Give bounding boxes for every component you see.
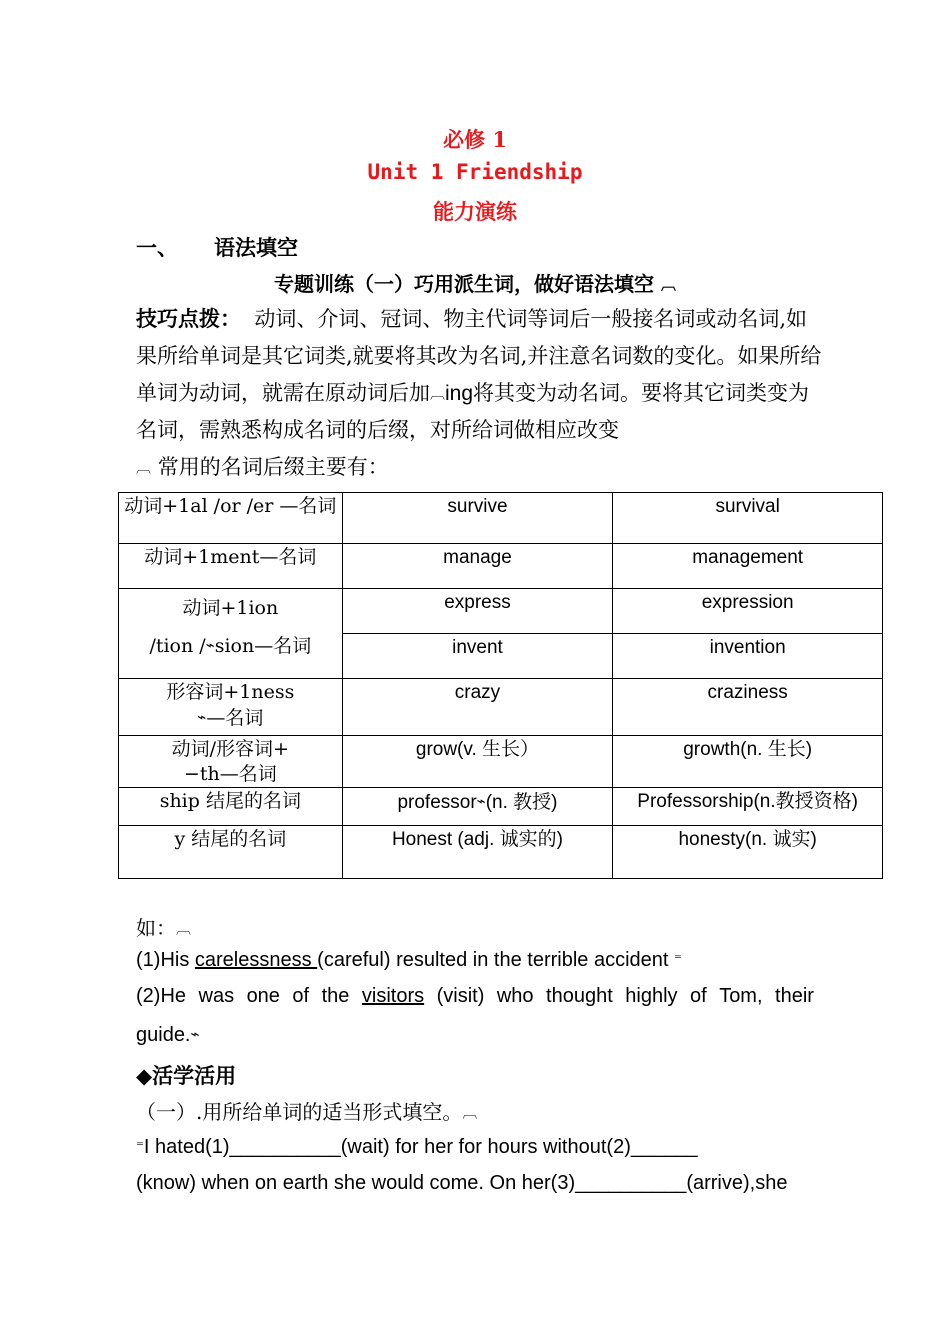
- word: thought: [546, 985, 613, 1007]
- noun-cell: honesty(n. 诚实): [613, 826, 883, 879]
- noun-cell: craziness: [613, 679, 883, 736]
- rule-cell: [119, 736, 343, 788]
- word: of: [690, 985, 707, 1007]
- ing-suffix: ing: [445, 382, 474, 405]
- rule-text: 形容词+1ness: [166, 681, 295, 703]
- word: was: [198, 985, 235, 1007]
- noun-cell: expression: [613, 589, 883, 634]
- word-cell: Honest (adj. 诚实的): [342, 826, 613, 879]
- practice-sub: [136, 1096, 477, 1125]
- word-text: professor: [397, 792, 477, 813]
- word: their: [775, 985, 814, 1007]
- rule-cell: [119, 589, 343, 679]
- example-2-line: [136, 985, 814, 1008]
- word: of: [292, 985, 310, 1007]
- intro-text: 如：: [136, 916, 176, 940]
- word: one: [246, 985, 280, 1007]
- link-icon: ⌁: [205, 636, 215, 654]
- example-text: (1)His: [136, 949, 195, 971]
- practice-line-1: [136, 1136, 698, 1159]
- rule-cell: 动词+1ment—名词: [119, 544, 343, 589]
- rule-cell: y 结尾的名词: [119, 826, 343, 879]
- table-row: [119, 826, 883, 879]
- practice-line-2: (know) when on earth she would come. On her(3)__________(arrive),she: [136, 1172, 788, 1194]
- table-row: [119, 679, 883, 736]
- tip-label: 技巧点拨：: [136, 306, 241, 331]
- example-2-end: [136, 1024, 200, 1047]
- practice-heading: ◆活学活用: [136, 1063, 237, 1088]
- rule-text: /tion /: [149, 635, 206, 657]
- table-row: [119, 589, 883, 634]
- word: Tom,: [719, 985, 763, 1007]
- examples-intro: [136, 912, 191, 941]
- word-cell: crazy: [342, 679, 613, 736]
- part-title: 语法填空: [214, 235, 298, 260]
- book-title: 必修 1: [443, 127, 507, 152]
- word-cell: manage: [342, 544, 613, 589]
- noun-cell: survival: [613, 493, 883, 544]
- part-number: 一、: [136, 235, 178, 260]
- rule-text: −th—名词: [183, 763, 277, 785]
- word-cell: grow(v. 生长）: [342, 736, 613, 788]
- word-cell: express: [342, 589, 613, 634]
- tip-text-3: 常用的名词后缀主要有：: [157, 455, 389, 479]
- practice-text: I hated(1)__________(wait) for her for hours without(2)______: [143, 1136, 698, 1158]
- word-text: (n. 教授): [485, 792, 558, 813]
- tip-text-1: 动词、介词、冠词、物主代词等词后一般接名词或动名词,如果所给单词是其它词类,就要将其改为名词,并注意名词数的变化。如果所给单词为动词，就需在原动词后加: [136, 307, 822, 405]
- practice-sub-text: （一）.用所给单词的适当形式填空。: [136, 1100, 463, 1124]
- word: highly: [625, 985, 678, 1007]
- link-icon: ⌁: [190, 1025, 200, 1043]
- word: the: [321, 985, 350, 1007]
- tip-text-2: 将其变为动名词。要将其它词类变为名词，需熟悉构成名词的后缀，对所给词做相应改变: [136, 381, 810, 442]
- noun-cell: Professorship(n.教授资格): [613, 788, 883, 826]
- topic-text: 专题训练（一）巧用派生词，做好语法填空: [274, 272, 654, 296]
- word: (2)He: [136, 985, 187, 1007]
- word: who: [496, 985, 534, 1007]
- rule-cell: [119, 679, 343, 736]
- example-text: (careful) resulted in the terrible accident: [317, 949, 669, 971]
- example-text: guide.: [136, 1024, 191, 1046]
- bracket-icon: ︹: [660, 275, 676, 293]
- rule-text: 动词/形容词+: [171, 738, 289, 760]
- dash-icon: ⁼: [674, 950, 682, 968]
- tip-paragraph: [136, 300, 826, 486]
- example-answer: visitors: [361, 985, 425, 1007]
- bracket-icon-4: ︹: [176, 919, 192, 937]
- topic-heading: [0, 268, 950, 297]
- table-row: [119, 736, 883, 788]
- table-row: [119, 788, 883, 826]
- rule-text: —名词: [206, 707, 264, 729]
- bracket-icon-3: ︹: [136, 458, 152, 476]
- link-icon: ⌁: [476, 792, 486, 810]
- word-cell: [342, 788, 613, 826]
- section-title: 能力演练: [433, 199, 517, 224]
- noun-cell: growth(n. 生长): [613, 736, 883, 788]
- word-cell: invent: [342, 634, 613, 679]
- bracket-icon-2: ︹: [430, 384, 446, 402]
- suffix-table: [118, 492, 883, 879]
- example-answer: carelessness: [194, 949, 318, 971]
- noun-cell: invention: [613, 634, 883, 679]
- table-row: [119, 544, 883, 589]
- example-1: [136, 949, 682, 972]
- dash-icon-2: ⁼: [136, 1137, 144, 1155]
- link-icon: ⌁: [197, 708, 207, 726]
- rule-cell: ship 结尾的名词: [119, 788, 343, 826]
- unit-title: Unit 1 Friendship: [367, 160, 583, 184]
- word: (visit): [436, 985, 485, 1007]
- table-row: [119, 493, 883, 544]
- part-heading: [136, 232, 298, 262]
- rule-cell: 动词+1al /or /er —名词: [119, 493, 343, 544]
- word-cell: survive: [342, 493, 613, 544]
- noun-cell: management: [613, 544, 883, 589]
- bracket-icon-5: ︹: [462, 1103, 478, 1121]
- rule-text: sion—名词: [214, 635, 312, 657]
- rule-text: 动词+1ion: [182, 597, 279, 619]
